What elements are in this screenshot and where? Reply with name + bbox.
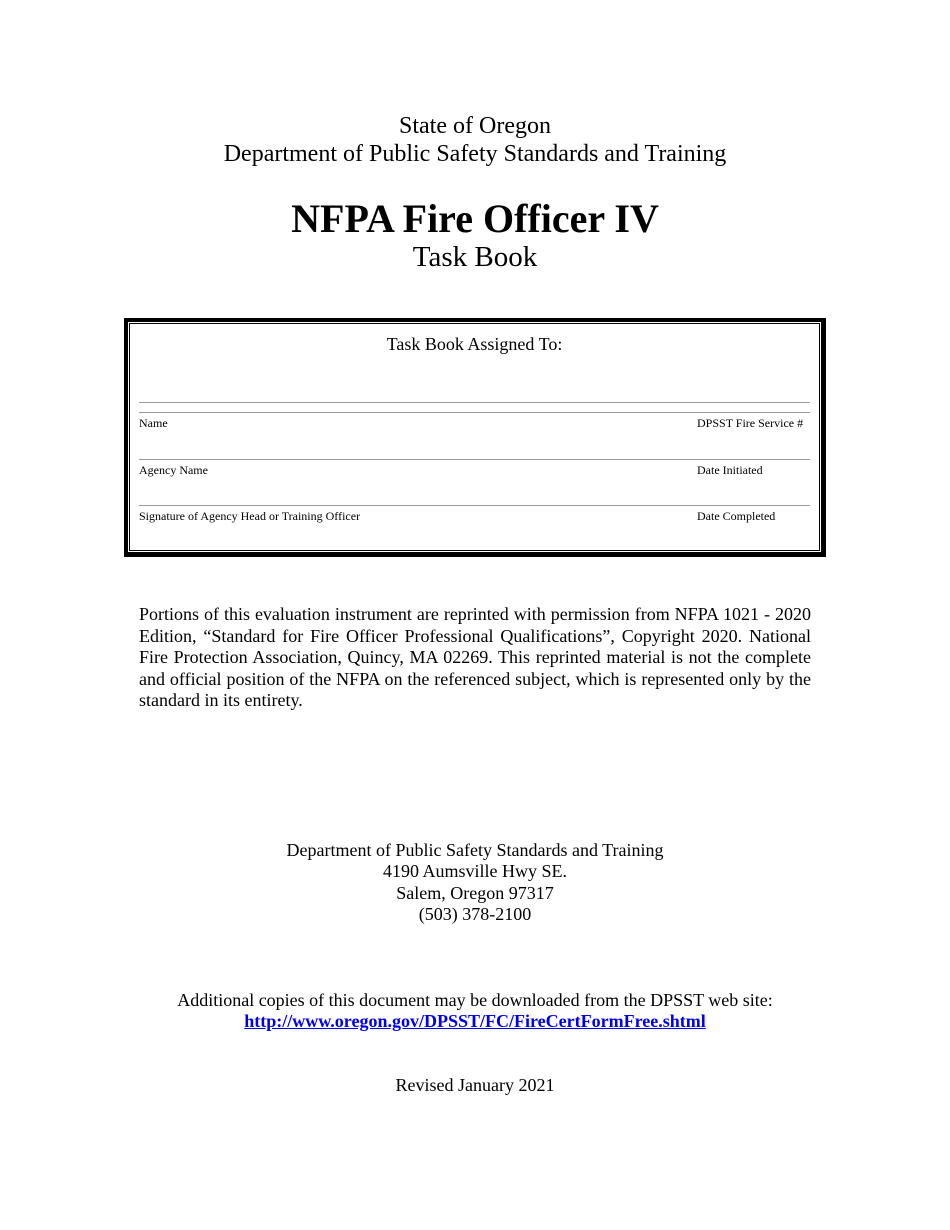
- signature-field-line[interactable]: [139, 505, 810, 506]
- agency-name-label: Agency Name: [139, 463, 208, 477]
- permission-paragraph: Portions of this evaluation instrument are reprinted with permission from NFPA 1021 - 2020 Edition, “Standard for Fire Officer Professional Qualifications”, Copyright 2020. National Fire Protection Association, Quincy, MA 02269. This reprinted material is not the complete and official position of the NFPA on the referenced subject, which is represented only by the standard in its entirety.: [139, 604, 811, 711]
- document-subtitle: Task Book: [412, 241, 538, 273]
- date-completed-label: Date Completed: [697, 509, 776, 523]
- assignment-box-inner: [129, 323, 820, 551]
- address-phone: (503) 378-2100: [418, 904, 532, 924]
- assignment-top-rule: [139, 402, 810, 403]
- revised-date: Revised January 2021: [395, 1075, 555, 1095]
- date-initiated-label: Date Initiated: [697, 463, 763, 477]
- name-field-line[interactable]: [139, 412, 810, 413]
- department-heading: Department of Public Safety Standards and Training: [223, 141, 727, 167]
- address-city: Salem, Oregon 97317: [396, 883, 554, 903]
- download-link-line: [0, 1011, 950, 1033]
- download-note: Additional copies of this document may be downloaded from the DPSST web site:: [177, 990, 773, 1010]
- assignment-box: [124, 318, 826, 557]
- state-heading: State of Oregon: [399, 113, 551, 139]
- download-link[interactable]: http://www.oregon.gov/DPSST/FC/FireCertFormFree.shtml: [244, 1011, 706, 1031]
- agency-field-line[interactable]: [139, 459, 810, 460]
- fire-service-number-label: DPSST Fire Service #: [697, 416, 804, 430]
- signature-label: Signature of Agency Head or Training Officer: [139, 509, 361, 523]
- document-title: NFPA Fire Officer IV: [291, 196, 659, 241]
- address-street: 4190 Aumsville Hwy SE.: [382, 861, 567, 881]
- assigned-to-heading: Task Book Assigned To:: [386, 334, 563, 354]
- address-organization: Department of Public Safety Standards and Training: [286, 840, 664, 860]
- name-field-label: Name: [139, 416, 168, 430]
